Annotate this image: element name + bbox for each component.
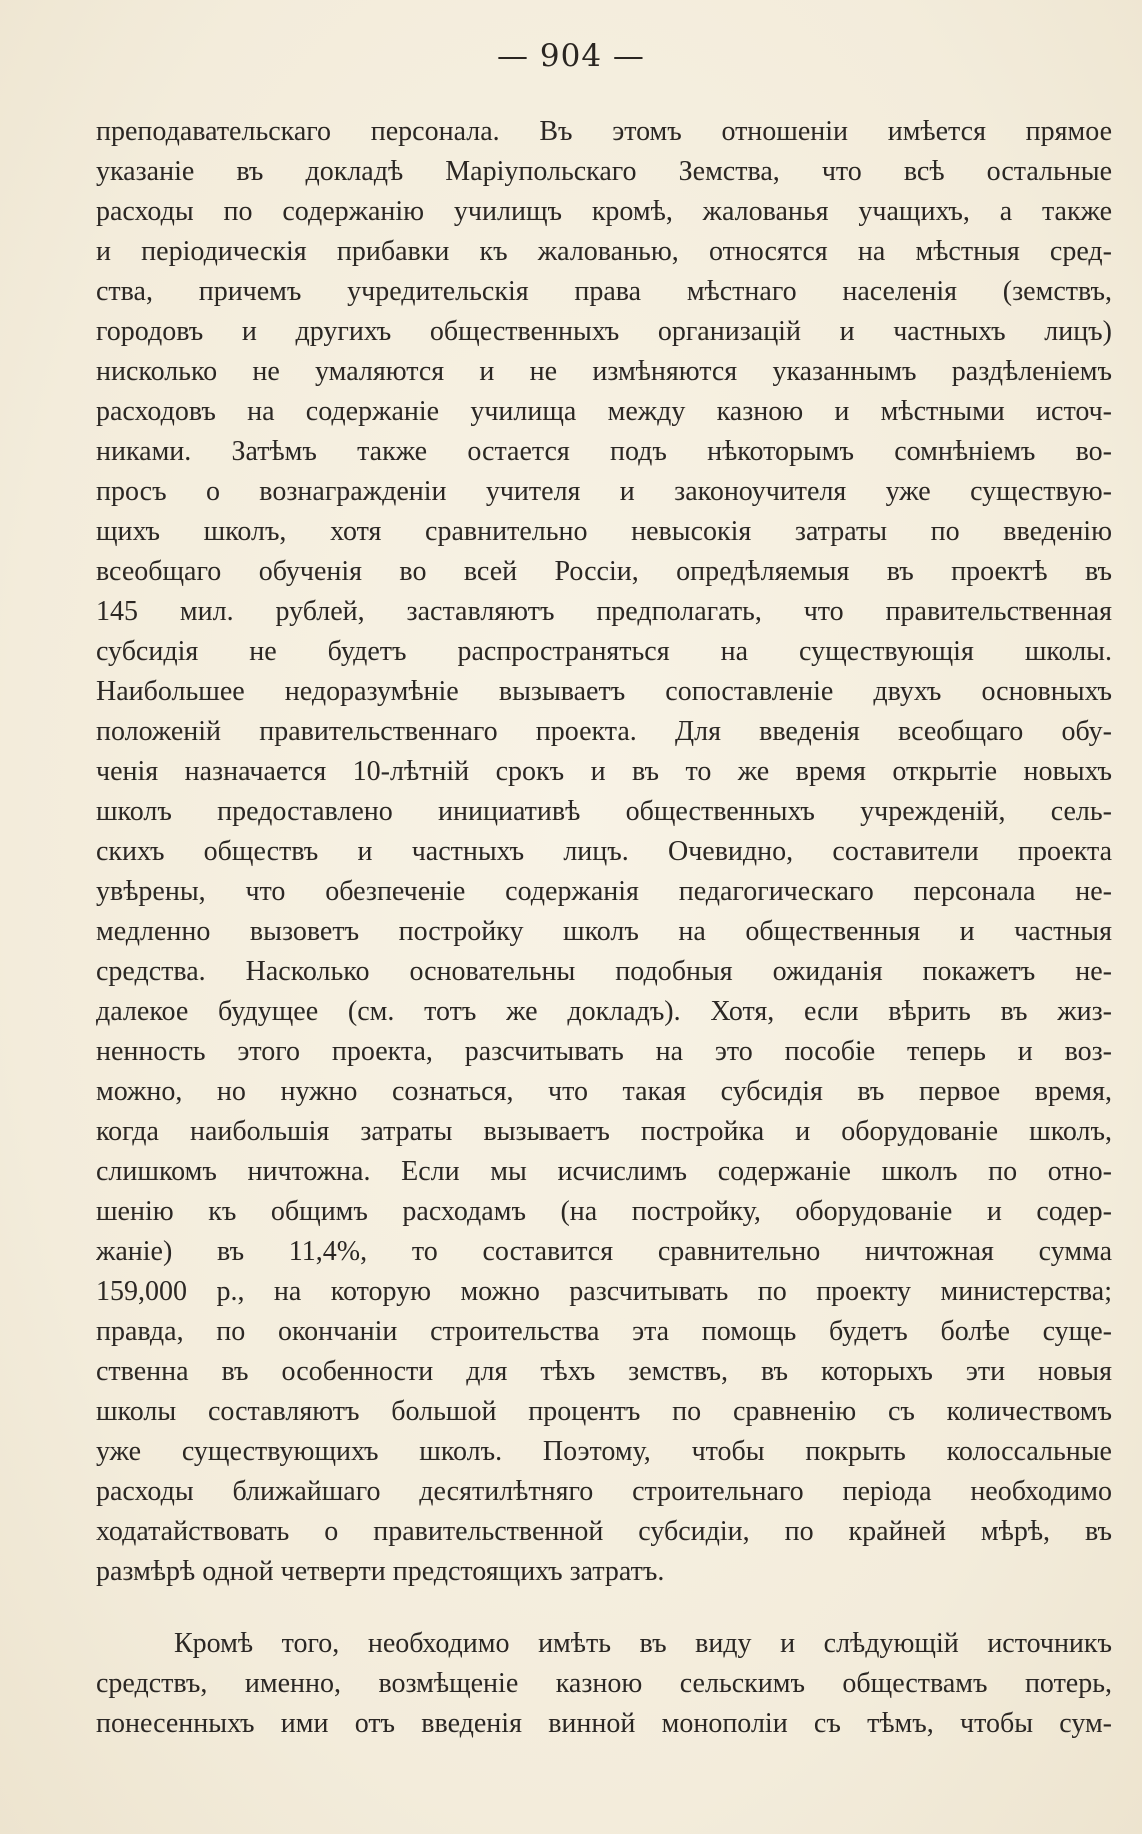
text-line: средства. Насколько основательны подобныя ожиданія покажетъ не- — [96, 956, 1112, 987]
text-line: ченія назначается 10-лѣтній срокъ и въ то же время открытіе новыхъ — [96, 756, 1112, 787]
text-line: никами. Затѣмъ также остается подъ нѣкоторымъ сомнѣніемъ во- — [96, 436, 1112, 467]
text-line: далекое будущее (см. тотъ же докладъ). Хотя, если вѣрить въ жиз- — [96, 996, 1112, 1027]
text-line: можно, но нужно сознаться, что такая субсидія въ первое время, — [96, 1076, 1112, 1107]
text-line: городовъ и другихъ общественныхъ организацій и частныхъ лицъ) — [96, 316, 1112, 347]
text-line: увѣрены, что обезпеченіе содержанія педагогическаго персонала не- — [96, 876, 1112, 907]
paragraph-2 — [96, 1624, 1112, 1744]
text-line: просъ о вознагражденіи учителя и законоучителя уже существую- — [96, 476, 1112, 507]
text-line: щихъ школъ, хотя сравнительно невысокія затраты по введенію — [96, 516, 1112, 547]
text-line: средствъ, именно, возмѣщеніе казною сельскимъ обществамъ потерь, — [96, 1668, 1112, 1699]
text-line: расходы ближайшаго десятилѣтняго строительнаго періода необходимо — [96, 1476, 1112, 1507]
paragraph-gap — [96, 1592, 1112, 1624]
text-line: Кромѣ того, необходимо имѣть въ виду и слѣдующій источникъ — [174, 1628, 1112, 1659]
text-line: ненность этого проекта, разсчитывать на это пособіе теперь и воз- — [96, 1036, 1112, 1067]
text-line: и періодическія прибавки къ жалованью, относятся на мѣстныя сред- — [96, 236, 1112, 267]
text-line: шенію къ общимъ расходамъ (на постройку, оборудованіе и содер- — [96, 1196, 1112, 1227]
text-line: школъ предоставлено инициативѣ общественныхъ учрежденій, сель- — [96, 796, 1112, 827]
text-line: когда наибольшія затраты вызываетъ постройка и оборудованіе школъ, — [96, 1116, 1112, 1147]
text-line: понесенныхъ ими отъ введенія винной монополіи съ тѣмъ, чтобы сум- — [96, 1708, 1112, 1739]
text-line: ственна въ особенности для тѣхъ земствъ, въ которыхъ эти новыя — [96, 1356, 1112, 1387]
page-number: — 904 — — [497, 38, 645, 74]
text-line: школы составляютъ большой процентъ по сравненію съ количествомъ — [96, 1396, 1112, 1427]
text-line: жаніе) въ 11,4%, то составится сравнительно ничтожная сумма — [96, 1236, 1112, 1267]
body-text — [96, 112, 1112, 1744]
text-line: нисколько не умаляются и не измѣняются указаннымъ раздѣленіемъ — [96, 356, 1112, 387]
text-line: субсидія не будетъ распространяться на существующія школы. — [96, 636, 1112, 667]
text-line: размѣрѣ одной четверти предстоящихъ затратъ. — [96, 1556, 665, 1587]
paragraph-1 — [96, 112, 1112, 1592]
text-line: расходовъ на содержаніе училища между казною и мѣстными источ- — [96, 396, 1112, 427]
text-line: медленно вызоветъ постройку школъ на общественныя и частныя — [96, 916, 1112, 947]
text-line: правда, по окончаніи строительства эта помощь будетъ болѣе суще- — [96, 1316, 1112, 1347]
text-line: слишкомъ ничтожна. Если мы исчислимъ содержаніе школъ по отно- — [96, 1156, 1112, 1187]
text-line: 159,000 р., на которую можно разсчитывать по проекту министерства; — [96, 1276, 1112, 1307]
text-line: Наибольшее недоразумѣніе вызываетъ сопоставленіе двухъ основныхъ — [96, 676, 1112, 707]
text-line: расходы по содержанію училищъ кромѣ, жалованья учащихъ, а также — [96, 196, 1112, 227]
text-line: 145 мил. рублей, заставляютъ предполагать, что правительственная — [96, 596, 1112, 627]
text-line: указаніе въ докладѣ Маріупольскаго Земства, что всѣ остальные — [96, 156, 1112, 187]
text-line: ходатайствовать о правительственной субсидіи, по крайней мѣрѣ, въ — [96, 1516, 1112, 1547]
text-line: положеній правительственнаго проекта. Для введенія всеобщаго обу- — [96, 716, 1112, 747]
text-line: всеобщаго обученія во всей Россіи, опредѣляемыя въ проектѣ въ — [96, 556, 1112, 587]
text-line: преподавательскаго персонала. Въ этомъ отношеніи имѣется прямое — [96, 116, 1112, 147]
text-line: ства, причемъ учредительскія права мѣстнаго населенія (земствъ, — [96, 276, 1112, 307]
text-line: скихъ обществъ и частныхъ лицъ. Очевидно, составители проекта — [96, 836, 1112, 867]
text-line: уже существующихъ школъ. Поэтому, чтобы покрыть колоссальные — [96, 1436, 1112, 1467]
